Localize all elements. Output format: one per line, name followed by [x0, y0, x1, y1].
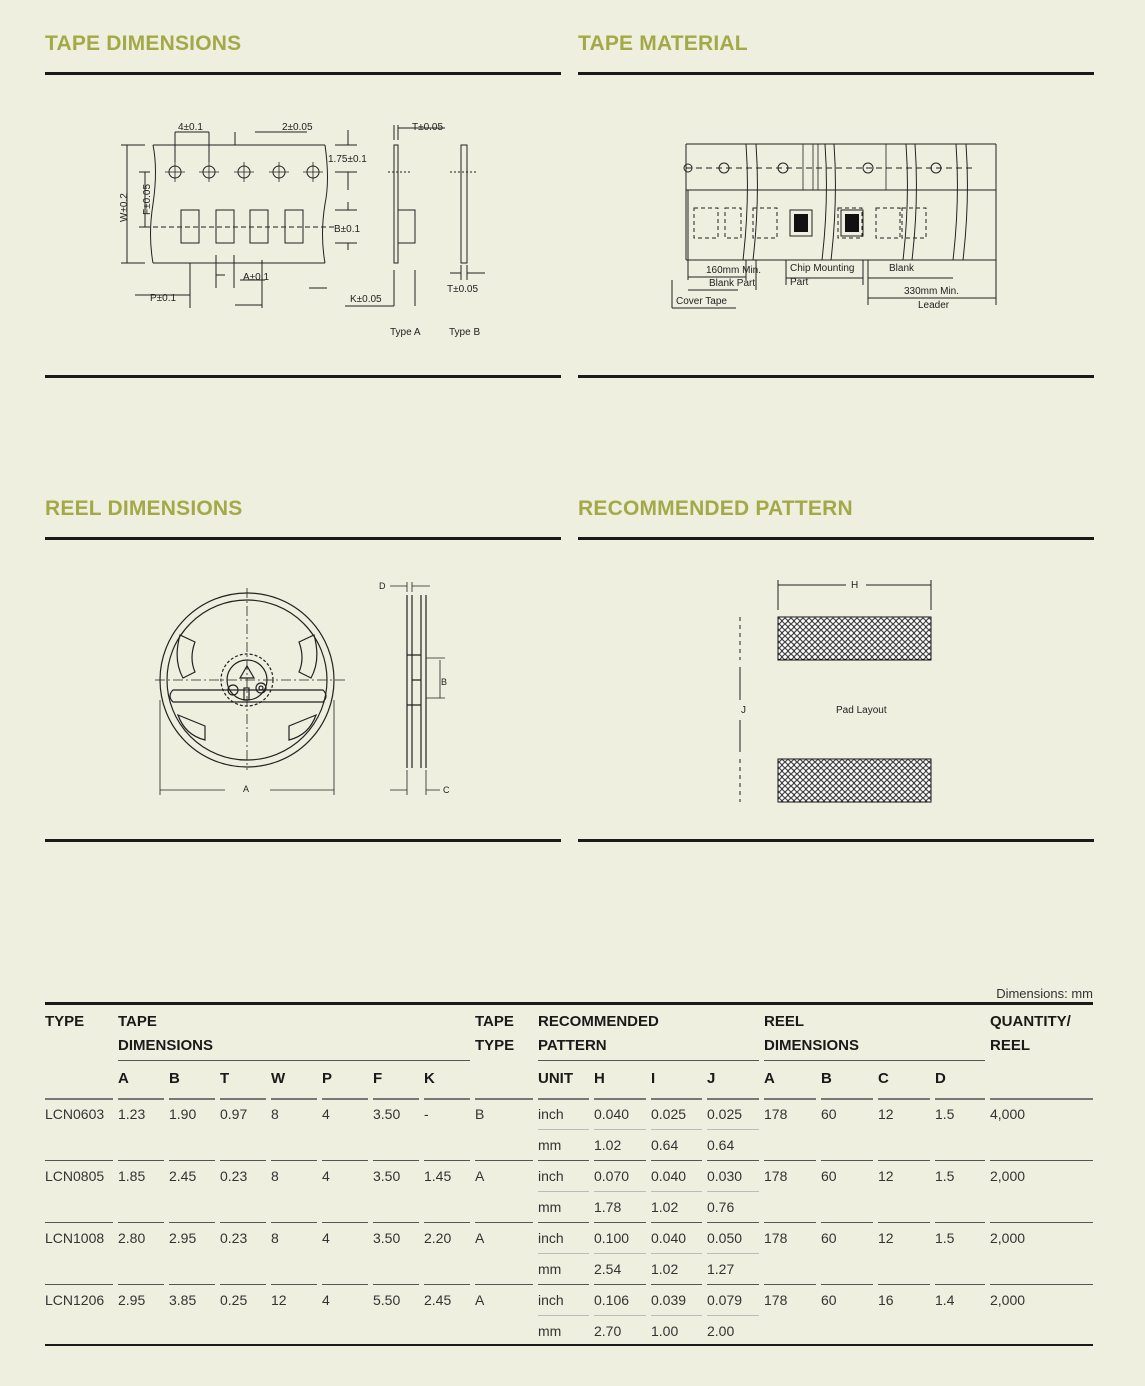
row-rule [45, 1222, 113, 1223]
header-rule [764, 1060, 985, 1061]
subrow-rule [651, 1191, 702, 1192]
cover-tape-label: Cover Tape [676, 296, 727, 307]
row-rule [651, 1222, 702, 1223]
subrow-rule [594, 1191, 646, 1192]
row-rule [373, 1284, 419, 1285]
cell-rd: 1.4 [935, 1292, 955, 1308]
cell-type: LCN1206 [45, 1292, 105, 1308]
cell-ra: 178 [764, 1106, 788, 1122]
cell-w: 8 [271, 1230, 279, 1246]
header-type: TYPE [45, 1013, 85, 1030]
sub-k: K [424, 1070, 435, 1087]
dim-pitch-label: 4±0.1 [178, 122, 203, 133]
cell-type: LCN1008 [45, 1230, 105, 1246]
subrow-rule [651, 1129, 702, 1130]
type-b-label: Type B [449, 327, 481, 338]
row-rule [220, 1098, 266, 1100]
cell-h1: 0.070 [594, 1168, 630, 1184]
pattern-figure [578, 570, 1094, 810]
row-rule [764, 1284, 816, 1285]
cell-j2: 0.64 [707, 1137, 735, 1153]
row-rule [538, 1098, 589, 1100]
header-qty-2: REEL [990, 1037, 1031, 1054]
sub-j: J [707, 1070, 716, 1087]
cell-tape_type: A [475, 1292, 485, 1308]
header-rec-1: RECOMMENDED [538, 1013, 659, 1030]
table-top-rule [45, 1002, 1093, 1005]
cell-ra: 178 [764, 1168, 788, 1184]
cell-rb: 60 [821, 1292, 837, 1308]
cell-p: 4 [322, 1292, 330, 1308]
row-rule [764, 1160, 816, 1161]
row-rule [878, 1160, 930, 1161]
cell-b: 3.85 [169, 1292, 197, 1308]
row-rule [538, 1284, 589, 1285]
cell-unit2: mm [538, 1199, 562, 1215]
cell-i1: 0.040 [651, 1230, 687, 1246]
dim-k-label: K±0.05 [350, 294, 382, 305]
dim-f-label: F±0.05 [142, 183, 153, 215]
sub-w: W [271, 1070, 286, 1087]
cell-rb: 60 [821, 1106, 837, 1122]
cell-i2: 1.00 [651, 1323, 679, 1339]
subrow-rule [538, 1129, 589, 1130]
sub-unit: UNIT [538, 1070, 573, 1087]
cell-i2: 1.02 [651, 1199, 679, 1215]
table-bottom-rule [45, 1344, 1093, 1346]
cell-p: 4 [322, 1230, 330, 1246]
cell-rc: 16 [878, 1292, 894, 1308]
cell-k: - [424, 1106, 429, 1122]
row-rule [475, 1284, 533, 1285]
row-rule [271, 1284, 317, 1285]
header-reel-2: DIMENSIONS [764, 1037, 860, 1054]
cell-h2: 1.78 [594, 1199, 622, 1215]
cell-f: 3.50 [373, 1168, 401, 1184]
cell-rc: 12 [878, 1168, 894, 1184]
row-rule [424, 1160, 470, 1161]
row-rule [169, 1098, 215, 1100]
subrow-rule [707, 1191, 759, 1192]
row-rule [169, 1222, 215, 1223]
row-rule [373, 1098, 419, 1100]
dim-e-label: 1.75±0.1 [328, 154, 367, 165]
tape-dimensions-title: TAPE DIMENSIONS [45, 32, 242, 55]
cell-rd: 1.5 [935, 1106, 955, 1122]
recommended-pattern-title: RECOMMENDED PATTERN [578, 497, 853, 520]
cell-j1: 0.050 [707, 1230, 743, 1246]
row-rule [935, 1222, 985, 1223]
row-rule [271, 1098, 317, 1100]
blank-min-label: 160mm Min. [706, 265, 762, 276]
row-rule [651, 1284, 702, 1285]
cell-b: 2.45 [169, 1168, 197, 1184]
cell-k: 2.20 [424, 1230, 452, 1246]
dim-w-label: W±0.2 [119, 193, 130, 222]
cell-tape_type: B [475, 1106, 485, 1122]
row-rule [538, 1222, 589, 1223]
reel-figure [45, 570, 561, 810]
row-rule [651, 1160, 702, 1161]
subrow-rule [594, 1315, 646, 1316]
row-rule [651, 1098, 702, 1100]
header-rule [538, 1060, 759, 1061]
divider [45, 537, 561, 540]
cell-w: 8 [271, 1168, 279, 1184]
row-rule [118, 1222, 164, 1223]
reel-a-label: A [243, 784, 250, 794]
chip-mounting-label: Chip Mounting [790, 263, 855, 274]
pad-layout-label: Pad Layout [836, 705, 887, 716]
row-rule [322, 1222, 368, 1223]
sub-p: P [322, 1070, 333, 1087]
reel-b-label: B [441, 677, 448, 687]
blank-label: Blank [889, 263, 915, 274]
cell-a: 2.80 [118, 1230, 146, 1246]
row-rule [424, 1098, 470, 1100]
cell-i2: 0.64 [651, 1137, 679, 1153]
row-rule [271, 1160, 317, 1161]
cell-a: 2.95 [118, 1292, 146, 1308]
cell-unit2: mm [538, 1137, 562, 1153]
row-rule [764, 1098, 816, 1100]
cell-t: 0.23 [220, 1168, 248, 1184]
sub-reel-d: D [935, 1070, 946, 1087]
cell-j2: 0.76 [707, 1199, 735, 1215]
row-rule [475, 1222, 533, 1223]
cell-type: LCN0805 [45, 1168, 105, 1184]
type-a-label: Type A [390, 327, 421, 338]
row-rule [821, 1284, 873, 1285]
header-tape-type-2: TYPE [475, 1037, 515, 1054]
subrow-rule [707, 1129, 759, 1130]
row-rule [373, 1160, 419, 1161]
cell-h2: 2.54 [594, 1261, 622, 1277]
cell-k: 1.45 [424, 1168, 452, 1184]
cell-unit1: inch [538, 1230, 564, 1246]
subrow-rule [594, 1129, 646, 1130]
sub-reel-c: C [878, 1070, 889, 1087]
cell-h1: 0.106 [594, 1292, 630, 1308]
cell-j2: 2.00 [707, 1323, 735, 1339]
pattern-j-label: J [741, 705, 746, 716]
row-rule [935, 1098, 985, 1100]
cell-w: 12 [271, 1292, 287, 1308]
cell-a: 1.23 [118, 1106, 146, 1122]
reel-c-label: C [443, 785, 450, 795]
row-rule [220, 1222, 266, 1223]
dim-p-label: P±0.1 [150, 293, 177, 304]
cell-t: 0.25 [220, 1292, 248, 1308]
sub-f: F [373, 1070, 383, 1087]
cell-qty: 2,000 [990, 1168, 1026, 1184]
tape-material-figure [578, 130, 1094, 330]
sub-reel-a: A [764, 1070, 775, 1087]
cell-p: 4 [322, 1168, 330, 1184]
cell-qty: 4,000 [990, 1106, 1026, 1122]
row-rule [322, 1160, 368, 1161]
tape-material-title: TAPE MATERIAL [578, 32, 748, 55]
sub-t: T [220, 1070, 230, 1087]
cell-a: 1.85 [118, 1168, 146, 1184]
sub-reel-b: B [821, 1070, 832, 1087]
cell-rb: 60 [821, 1168, 837, 1184]
header-qty-1: QUANTITY/ [990, 1013, 1071, 1030]
cell-k: 2.45 [424, 1292, 452, 1308]
row-rule [45, 1284, 113, 1285]
cell-b: 1.90 [169, 1106, 197, 1122]
leader-min-label: 330mm Min. [904, 286, 960, 297]
header-rule [118, 1060, 470, 1061]
row-rule [594, 1284, 646, 1285]
cell-i2: 1.02 [651, 1261, 679, 1277]
cell-j2: 1.27 [707, 1261, 735, 1277]
reel-dimensions-title: REEL DIMENSIONS [45, 497, 243, 520]
row-rule [220, 1160, 266, 1161]
cell-h1: 0.040 [594, 1106, 630, 1122]
row-rule [594, 1160, 646, 1161]
cell-h1: 0.100 [594, 1230, 630, 1246]
cell-h2: 1.02 [594, 1137, 622, 1153]
subrow-rule [707, 1253, 759, 1254]
cell-j1: 0.030 [707, 1168, 743, 1184]
subrow-rule [538, 1191, 589, 1192]
row-rule [821, 1222, 873, 1223]
cell-i1: 0.040 [651, 1168, 687, 1184]
pad-top [778, 617, 931, 660]
row-rule [990, 1284, 1093, 1285]
sub-b: B [169, 1070, 180, 1087]
dimensions-note: Dimensions: mm [996, 986, 1093, 1001]
row-rule [424, 1222, 470, 1223]
cell-f: 3.50 [373, 1106, 401, 1122]
dim-t-bottom-label: T±0.05 [447, 284, 479, 295]
row-rule [373, 1222, 419, 1223]
header-rec-2: PATTERN [538, 1037, 607, 1054]
cell-ra: 178 [764, 1292, 788, 1308]
cell-type: LCN0603 [45, 1106, 105, 1122]
row-rule [220, 1284, 266, 1285]
row-rule [707, 1222, 759, 1223]
row-rule [594, 1222, 646, 1223]
header-tape-dim-2: DIMENSIONS [118, 1037, 214, 1054]
row-rule [118, 1160, 164, 1161]
leader-label: Leader [918, 300, 950, 311]
cell-f: 5.50 [373, 1292, 401, 1308]
row-rule [990, 1160, 1093, 1161]
sub-a: A [118, 1070, 129, 1087]
row-rule [118, 1098, 164, 1100]
dim-t-top-label: T±0.05 [412, 122, 444, 133]
row-rule [990, 1222, 1093, 1223]
reel-d-label: D [379, 581, 386, 591]
dim-p2-label: 2±0.05 [282, 122, 313, 133]
row-rule [475, 1160, 533, 1161]
row-rule [935, 1160, 985, 1161]
row-rule [475, 1098, 533, 1100]
subrow-rule [538, 1253, 589, 1254]
row-rule [821, 1160, 873, 1161]
divider [578, 375, 1094, 378]
part-label: Part [790, 277, 809, 288]
subrow-rule [594, 1253, 646, 1254]
cell-unit2: mm [538, 1323, 562, 1339]
row-rule [271, 1222, 317, 1223]
cell-h2: 2.70 [594, 1323, 622, 1339]
row-rule [990, 1098, 1093, 1100]
row-rule [594, 1098, 646, 1100]
row-rule [878, 1222, 930, 1223]
row-rule [707, 1284, 759, 1285]
row-rule [878, 1098, 930, 1100]
divider [578, 537, 1094, 540]
cell-qty: 2,000 [990, 1292, 1026, 1308]
cell-p: 4 [322, 1106, 330, 1122]
sub-h: H [594, 1070, 605, 1087]
cell-unit1: inch [538, 1292, 564, 1308]
row-rule [118, 1284, 164, 1285]
cell-rb: 60 [821, 1230, 837, 1246]
cell-rd: 1.5 [935, 1230, 955, 1246]
row-rule [169, 1284, 215, 1285]
row-rule [707, 1160, 759, 1161]
cell-qty: 2,000 [990, 1230, 1026, 1246]
cell-rc: 12 [878, 1230, 894, 1246]
subrow-rule [651, 1253, 702, 1254]
cell-tape_type: A [475, 1168, 485, 1184]
subrow-rule [651, 1315, 702, 1316]
row-rule [764, 1222, 816, 1223]
header-tape-type-1: TAPE [475, 1013, 514, 1030]
cell-ra: 178 [764, 1230, 788, 1246]
pattern-h-label: H [851, 580, 859, 591]
cell-t: 0.23 [220, 1230, 248, 1246]
row-rule [821, 1098, 873, 1100]
cell-w: 8 [271, 1106, 279, 1122]
cell-tape_type: A [475, 1230, 485, 1246]
divider [578, 839, 1094, 842]
divider [45, 839, 561, 842]
dim-a-label: A±0.1 [243, 272, 270, 283]
pad-bottom [778, 759, 931, 802]
cell-j1: 0.025 [707, 1106, 743, 1122]
dim-b-label: B±0.1 [334, 224, 361, 235]
divider [578, 72, 1094, 75]
subrow-rule [538, 1315, 589, 1316]
sub-i: I [651, 1070, 656, 1087]
row-rule [424, 1284, 470, 1285]
divider [45, 72, 561, 75]
row-rule [538, 1160, 589, 1161]
row-rule [169, 1160, 215, 1161]
cell-unit2: mm [538, 1261, 562, 1277]
row-rule [45, 1098, 113, 1100]
divider [45, 375, 561, 378]
row-rule [878, 1284, 930, 1285]
row-rule [707, 1098, 759, 1100]
blank-part-label: Blank Part [709, 278, 756, 289]
row-rule [322, 1284, 368, 1285]
cell-i1: 0.025 [651, 1106, 687, 1122]
cell-f: 3.50 [373, 1230, 401, 1246]
subrow-rule [707, 1315, 759, 1316]
header-reel-1: REEL [764, 1013, 805, 1030]
cell-b: 2.95 [169, 1230, 197, 1246]
row-rule [322, 1098, 368, 1100]
cell-j1: 0.079 [707, 1292, 743, 1308]
cell-unit1: inch [538, 1106, 564, 1122]
cell-rd: 1.5 [935, 1168, 955, 1184]
cell-unit1: inch [538, 1168, 564, 1184]
tape-dimensions-figure [45, 110, 561, 350]
row-rule [45, 1160, 113, 1161]
cell-t: 0.97 [220, 1106, 248, 1122]
cell-i1: 0.039 [651, 1292, 687, 1308]
header-tape-dim-1: TAPE [118, 1013, 157, 1030]
row-rule [935, 1284, 985, 1285]
cell-rc: 12 [878, 1106, 894, 1122]
